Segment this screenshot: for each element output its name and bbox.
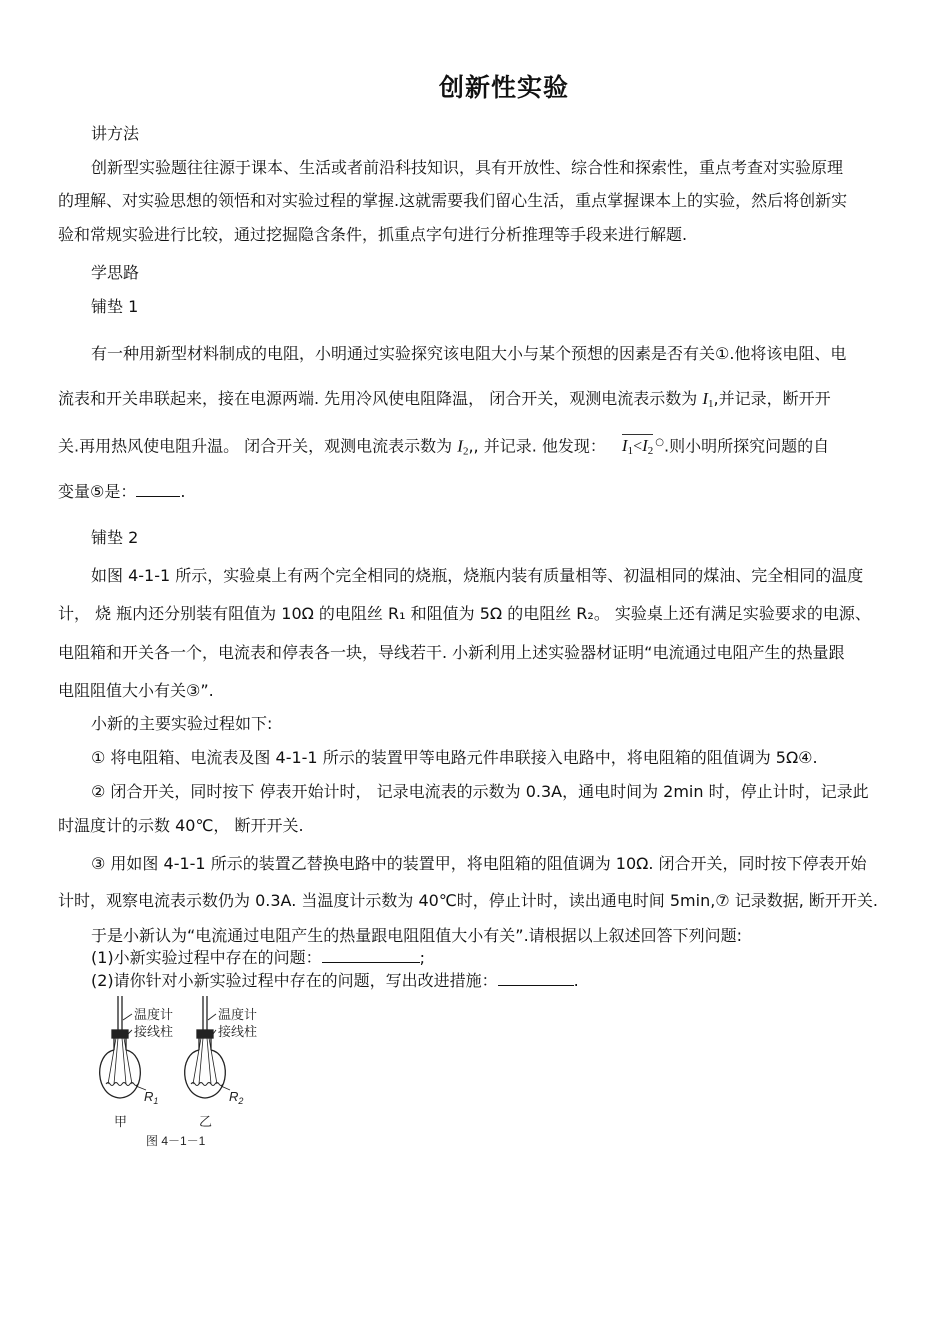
step-2-line-2: 时温度计的示数 40℃， 断开开关.: [58, 816, 304, 835]
pad2-line-2: 计， 烧 瓶内还分别装有阻值为 10Ω 的电阻丝 R₁ 和阻值为 5Ω 的电阻丝 R₂。 实验桌上还有满足实验要求的电源、: [58, 604, 871, 623]
pad1-line-3-text: 关.再用热风使电阻升温。 闭合开关，观测电流表示数为: [58, 436, 453, 456]
label-thermometer-jia: 温度计: [134, 1007, 174, 1022]
pad2-line-4: 电阻阻值大小有关③”.: [58, 681, 214, 700]
figure-4-1-1: [92, 992, 272, 1152]
answer-blank-2[interactable]: [322, 948, 420, 963]
pad1-line-4: [58, 482, 185, 502]
process-intro: 小新的主要实验过程如下:: [91, 714, 273, 733]
answer-blank-3[interactable]: [498, 971, 574, 986]
label-r2-sub: 2: [238, 1096, 244, 1106]
current-i2: I: [457, 436, 463, 456]
current-i1-sub: 1: [708, 398, 714, 410]
ineq-sign: <: [633, 438, 643, 456]
step-3-line-1: ③ 用如图 4-1-1 所示的装置乙替换电路中的装置甲，将电阻箱的阻值调为 10Ω. 闭合开关，同时按下停表开始: [91, 854, 867, 873]
pad2-line-1: 如图 4-1-1 所示，实验桌上有两个完全相同的烧瓶，烧瓶内装有质量相等、初温相同的煤油、完全相同的温度: [91, 566, 864, 585]
label-r1-letter: R: [144, 1089, 154, 1104]
step-1: ① 将电阻箱、电流表及图 4-1-1 所示的装置甲等电路元件串联接入电路中，将电阻箱的阻值调为 5Ω④.: [91, 748, 818, 767]
question-1-end: ;: [419, 948, 426, 967]
current-i1: I: [702, 389, 709, 408]
label-r1-sub: 1: [153, 1096, 159, 1106]
section-method-heading: 讲方法: [91, 124, 140, 143]
pad1-line-4-end: .: [180, 482, 186, 501]
ineq-mark: ○: [655, 437, 664, 448]
label-terminal-yi: 接线柱: [218, 1024, 258, 1039]
section-thinking-heading: 学思路: [91, 263, 140, 282]
ineq-i1: I: [621, 436, 628, 456]
label-terminal-jia: 接线柱: [134, 1024, 174, 1039]
method-line-1: 创新型实验题往往源于课本、生活或者前沿科技知识，具有开放性、综合性和探索性，重点考查对实验原理: [91, 158, 844, 177]
pad1-line-2-text: 流表和开关串联起来，接在电源两端. 先用冷风使电阻降温， 闭合开关，观测电流表示数为: [58, 389, 698, 408]
pad1-line-3: [58, 433, 829, 461]
pad1-heading: 铺垫 1: [91, 297, 139, 316]
page-title: 创新性实验: [438, 73, 569, 102]
label-r2-letter: R: [229, 1089, 239, 1104]
label-r2: [229, 1089, 243, 1106]
ineq-i2-sub: 2: [647, 445, 654, 458]
ineq-i1-sub: 1: [627, 445, 634, 458]
question-2-end: .: [573, 971, 579, 990]
pad1-line-3-mid: ,, 并记录. 他发现：: [468, 436, 606, 456]
pad1-line-2-end: ,并记录，断开开: [713, 389, 831, 408]
pad2-heading: 铺垫 2: [91, 528, 139, 547]
method-line-3: 验和常规实验进行比较，通过挖掘隐含条件，抓重点字句进行分析推理等手段来进行解题.: [58, 225, 688, 244]
step-3-line-2: 计时，观察电流表示数仍为 0.3A. 当温度计示数为 40℃时，停止计时，读出通电时间 5min,⑦ 记录数据, 断开开关.: [58, 891, 878, 910]
question-1: [91, 948, 425, 968]
label-jia: 甲: [114, 1114, 128, 1129]
question-2: [91, 971, 579, 991]
current-i2-sub: 2: [462, 445, 469, 458]
step-2-line-1: ② 闭合开关，同时按下 停表开始计时， 记录电流表的示数为 0.3A，通电时间为 2min 时，停止计时，记录此: [91, 782, 869, 801]
label-yi: 乙: [199, 1114, 213, 1129]
ineq-i2: I: [642, 436, 648, 456]
method-line-2: 的理解、对实验思想的领悟和对实验过程的掌握.这就需要我们留心生活，重点掌握课本上的实验，然后将创新实: [58, 191, 848, 210]
inequality: [621, 434, 654, 458]
pad1-line-2: [58, 389, 831, 414]
question-1-text: (1)小新实验过程中存在的问题：: [91, 948, 322, 967]
pad1-line-1: 有一种用新型材料制成的电阻，小明通过实验探究该电阻大小与某个预想的因素是否有关①.他将该电阻、电: [91, 344, 847, 363]
conclusion: 于是小新认为“电流通过电阻产生的热量跟电阻阻值大小有关”.请根据以上叙述回答下列问题:: [91, 926, 743, 945]
answer-blank-1[interactable]: [136, 482, 180, 497]
pad1-question: 变量⑤是：: [58, 482, 137, 501]
pad2-line-3: 电阻箱和开关各一个，电流表和停表各一块，导线若干. 小新利用上述实验器材证明“电流通过电阻产生的热量跟: [58, 643, 845, 662]
label-thermometer-yi: 温度计: [218, 1007, 258, 1022]
question-2-text: (2)请你针对小新实验过程中存在的问题，写出改进措施：: [91, 971, 498, 990]
figure-caption: 图 4－1－1: [146, 1134, 206, 1148]
pad1-line-3-end: .则小明所探究问题的自: [664, 436, 830, 456]
label-r1: [144, 1089, 158, 1106]
